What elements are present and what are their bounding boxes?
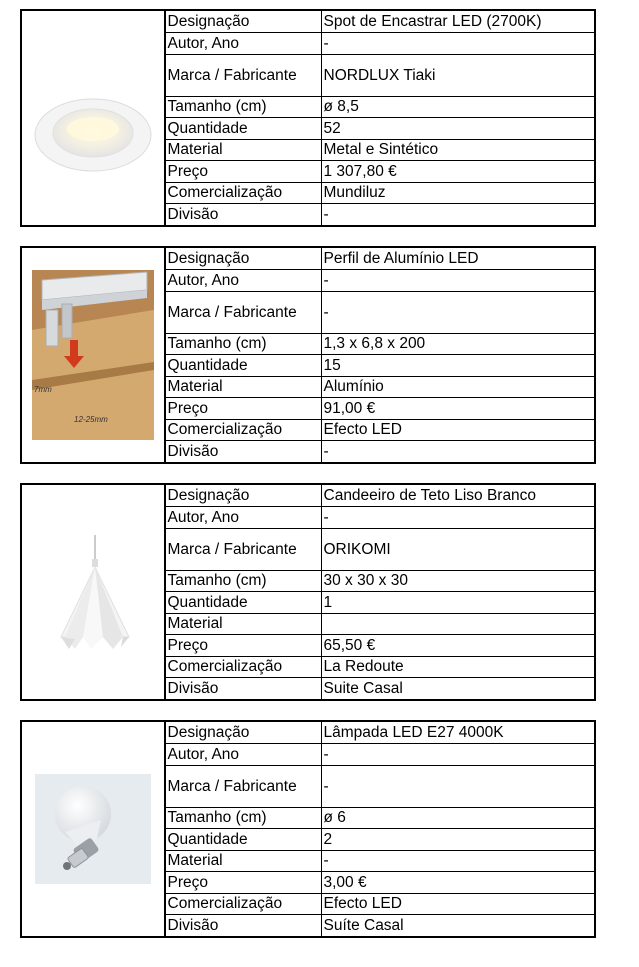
- value-designacao: Candeeiro de Teto Liso Branco: [321, 485, 594, 507]
- spec-table: [166, 248, 595, 462]
- value-comercializacao: La Redoute: [321, 656, 594, 678]
- label-autor: Autor, Ano: [166, 33, 322, 55]
- value-comercializacao: Efecto LED: [321, 893, 594, 915]
- led-bulb-icon: [35, 774, 151, 884]
- row-material: [166, 376, 595, 398]
- row-comercializacao: [166, 419, 595, 441]
- product-card-aluminium-profile: [20, 246, 596, 464]
- profile-dim-depth: 7mm: [33, 385, 52, 394]
- value-tamanho: ø 6: [321, 807, 594, 829]
- spec-table: [166, 485, 595, 699]
- profile-dim-width: 12-25mm: [73, 415, 108, 424]
- row-divisao: [166, 204, 595, 226]
- label-preco: Preço: [166, 398, 322, 420]
- value-comercializacao: Efecto LED: [321, 419, 594, 441]
- row-marca: [166, 54, 595, 96]
- label-quantidade: Quantidade: [166, 829, 322, 851]
- value-tamanho: 30 x 30 x 30: [321, 570, 594, 592]
- product-photo-ceiling-lamp: [22, 485, 166, 699]
- value-preco: 3,00 €: [321, 872, 594, 894]
- row-comercializacao: [166, 893, 595, 915]
- value-material: Alumínio: [321, 376, 594, 398]
- value-marca: NORDLUX Tiaki: [321, 54, 594, 96]
- label-comercializacao: Comercialização: [166, 893, 322, 915]
- label-quantidade: Quantidade: [166, 355, 322, 377]
- label-marca: Marca / Fabricante: [166, 528, 322, 570]
- value-preco: 1 307,80 €: [321, 161, 594, 183]
- value-designacao: Perfil de Alumínio LED: [321, 248, 594, 270]
- spec-table: [166, 11, 595, 225]
- row-divisao: [166, 915, 595, 937]
- label-preco: Preço: [166, 161, 322, 183]
- label-tamanho: Tamanho (cm): [166, 333, 322, 355]
- row-material: [166, 139, 595, 161]
- label-quantidade: Quantidade: [166, 592, 322, 614]
- value-marca: -: [321, 291, 594, 333]
- value-divisao: Suite Casal: [321, 678, 594, 700]
- product-card-ceiling-lamp: [20, 483, 596, 701]
- row-tamanho: [166, 570, 595, 592]
- value-marca: ORIKOMI: [321, 528, 594, 570]
- label-comercializacao: Comercialização: [166, 419, 322, 441]
- value-tamanho: ø 8,5: [321, 96, 594, 118]
- value-designacao: Spot de Encastrar LED (2700K): [321, 11, 594, 33]
- label-marca: Marca / Fabricante: [166, 54, 322, 96]
- row-quantidade: [166, 592, 595, 614]
- label-autor: Autor, Ano: [166, 507, 322, 529]
- label-tamanho: Tamanho (cm): [166, 570, 322, 592]
- label-tamanho: Tamanho (cm): [166, 96, 322, 118]
- row-preco: [166, 635, 595, 657]
- value-marca: -: [321, 765, 594, 807]
- value-autor: -: [321, 507, 594, 529]
- product-card-spot: [20, 9, 596, 227]
- row-preco: [166, 161, 595, 183]
- row-material: [166, 613, 595, 635]
- label-preco: Preço: [166, 635, 322, 657]
- label-designacao: Designação: [166, 11, 322, 33]
- product-photo-spot: [22, 11, 166, 225]
- row-marca: [166, 291, 595, 333]
- row-autor: [166, 744, 595, 766]
- value-designacao: Lâmpada LED E27 4000K: [321, 722, 594, 744]
- label-material: Material: [166, 376, 322, 398]
- value-autor: -: [321, 270, 594, 292]
- label-material: Material: [166, 613, 322, 635]
- value-preco: 65,50 €: [321, 635, 594, 657]
- value-material: [321, 613, 594, 635]
- value-comercializacao: Mundiluz: [321, 182, 594, 204]
- label-divisao: Divisão: [166, 441, 322, 463]
- row-tamanho: [166, 333, 595, 355]
- origami-pendant-lamp-icon: [23, 487, 163, 697]
- row-tamanho: [166, 96, 595, 118]
- label-preco: Preço: [166, 872, 322, 894]
- value-quantidade: 2: [321, 829, 594, 851]
- value-material: -: [321, 850, 594, 872]
- label-divisao: Divisão: [166, 204, 322, 226]
- label-marca: Marca / Fabricante: [166, 291, 322, 333]
- row-designacao: [166, 11, 595, 33]
- row-quantidade: [166, 118, 595, 140]
- row-preco: [166, 872, 595, 894]
- product-photo-aluminium-profile: [22, 248, 166, 462]
- row-divisao: [166, 441, 595, 463]
- value-autor: -: [321, 33, 594, 55]
- label-designacao: Designação: [166, 722, 322, 744]
- value-tamanho: 1,3 x 6,8 x 200: [321, 333, 594, 355]
- row-preco: [166, 398, 595, 420]
- row-marca: [166, 528, 595, 570]
- row-autor: [166, 33, 595, 55]
- recessed-spotlight-icon: [23, 13, 163, 223]
- value-divisao: -: [321, 204, 594, 226]
- label-designacao: Designação: [166, 248, 322, 270]
- row-designacao: [166, 722, 595, 744]
- label-quantidade: Quantidade: [166, 118, 322, 140]
- label-divisao: Divisão: [166, 915, 322, 937]
- row-quantidade: [166, 829, 595, 851]
- label-comercializacao: Comercialização: [166, 182, 322, 204]
- spec-table: [166, 722, 595, 936]
- label-divisao: Divisão: [166, 678, 322, 700]
- row-quantidade: [166, 355, 595, 377]
- value-material: Metal e Sintético: [321, 139, 594, 161]
- row-autor: [166, 507, 595, 529]
- value-quantidade: 52: [321, 118, 594, 140]
- label-comercializacao: Comercialização: [166, 656, 322, 678]
- row-autor: [166, 270, 595, 292]
- value-quantidade: 15: [321, 355, 594, 377]
- row-designacao: [166, 248, 595, 270]
- value-divisao: -: [321, 441, 594, 463]
- row-marca: [166, 765, 595, 807]
- label-marca: Marca / Fabricante: [166, 765, 322, 807]
- product-card-led-bulb: [20, 720, 596, 938]
- label-material: Material: [166, 850, 322, 872]
- value-divisao: Suíte Casal: [321, 915, 594, 937]
- label-designacao: Designação: [166, 485, 322, 507]
- row-material: [166, 850, 595, 872]
- value-preco: 91,00 €: [321, 398, 594, 420]
- label-autor: Autor, Ano: [166, 270, 322, 292]
- row-designacao: [166, 485, 595, 507]
- row-tamanho: [166, 807, 595, 829]
- value-quantidade: 1: [321, 592, 594, 614]
- aluminium-profile-icon: [32, 270, 154, 440]
- value-autor: -: [321, 744, 594, 766]
- label-autor: Autor, Ano: [166, 744, 322, 766]
- product-photo-led-bulb: [22, 722, 166, 936]
- row-comercializacao: [166, 656, 595, 678]
- row-divisao: [166, 678, 595, 700]
- label-tamanho: Tamanho (cm): [166, 807, 322, 829]
- row-comercializacao: [166, 182, 595, 204]
- label-material: Material: [166, 139, 322, 161]
